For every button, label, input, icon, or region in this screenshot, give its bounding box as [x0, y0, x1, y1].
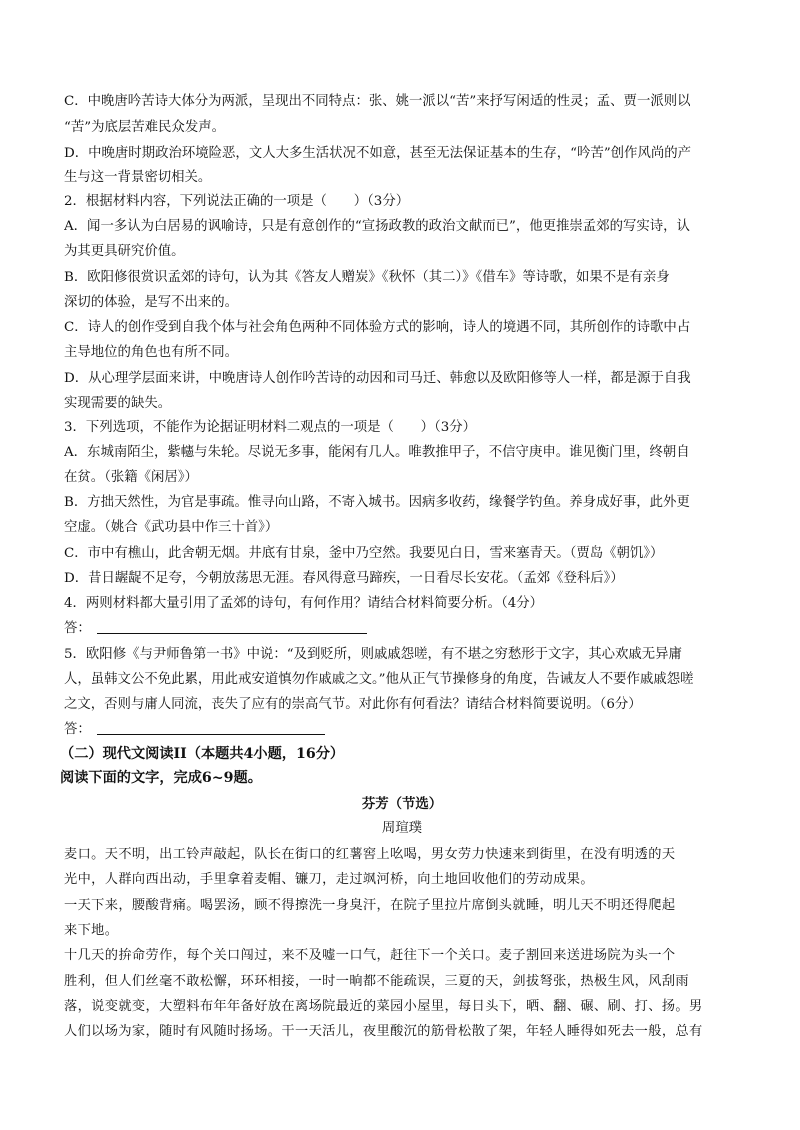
passage-para-2-line-1: 一天下来，腰酸背痛。喝罢汤，顾不得擦洗一身臭汗，在院子里拉片席倒头就睡，明儿天不明还得爬起 — [64, 898, 676, 913]
passage-para-3-line-1: 十几天的拚命劳作，每个关口闯过，来不及嘘一口气，赶往下一个关口。麦子割回来送进场院为头一个 — [64, 948, 676, 963]
q2-option-d-line-1: D．从心理学层面来讲，中晚唐诗人创作吟苦诗的动因和司马迁、韩愈以及欧阳修等人一样，都是源于自我 — [64, 371, 691, 386]
q4-answer-label: 答： — [64, 621, 91, 636]
passage-para-3-line-2: 胜利，但人们丝毫不敢松懈，环环相接，一时一晌都不能疏误，三夏的天，剑拔弩张，热极生风，风刮雨 — [64, 974, 690, 989]
q3-option-a-line-2: 在贫。（张籍《闲居》） — [64, 470, 198, 485]
passage-author: 周瑄璞 — [381, 821, 423, 836]
q3-option-b-line-2: 空虚。（姚合《武功县中作三十首》） — [64, 520, 279, 535]
q3-option-d: D．昔日龌龊不足夸，今朝放荡思无涯。春风得意马蹄疾，一日看尽长安花。（孟郊《登科后》） — [64, 571, 624, 586]
q3-option-c: C．市中有樵山，此舍朝无烟。井底有甘泉，釜中乃空然。我要见白日，雪来塞青天。（贾岛《朝饥》） — [64, 546, 664, 561]
q4-answer-row — [64, 619, 740, 639]
passage-para-1-line-1: 麦口。天不明，出工铃声敲起，队长在街口的红薯窖上吆喝，男女劳力快速来到街里，在没有明透的天 — [64, 847, 676, 862]
question-3-stem: 3．下列选项，不能作为论据证明材料二观点的一项是（ ）（3分） — [64, 420, 477, 435]
passage-para-3-line-4: 人们以场为家，随时有风随时扬场。干一天活儿，夜里酸沉的筋骨松散了架，年轻人睡得如死去一般，总有 — [64, 1024, 703, 1039]
q3-option-b-line-1: B．方拙天然性，为官是事疏。惟寻向山路，不寄入城书。因病多收药，缘餐学钓鱼。养身成好事，此外更 — [64, 495, 690, 510]
q5-answer-label: 答： — [64, 722, 91, 737]
q4-answer-blank[interactable] — [97, 619, 367, 634]
q3-option-a-line-1: A．东城南陌尘，紫幰与朱轮。尽说无多事，能闲有几人。唯教推甲子，不信守庚申。谁见衡门里，终朝自 — [64, 445, 690, 460]
question-5-line-1: 5．欧阳修《与尹师鲁第一书》中说：“及到贬所，则戚戚怨嗟，有不堪之穷愁形于文字，其心欢戚无异庸 — [64, 647, 682, 662]
q2-option-b-line-2: 深切的体验，是写不出来的。 — [64, 295, 239, 310]
q2-option-a-line-2: 为其更具研究价值。 — [64, 244, 185, 259]
passage-para-2-line-2: 来下地。 — [64, 923, 119, 938]
option-d-line-1: D．中晚唐时期政治环境险恶，文人大多生活状况不如意，甚至无法保证基本的生存，“吟苦”创作风尚的产 — [64, 146, 692, 161]
q5-answer-row — [64, 720, 740, 740]
question-5-line-2: 人，虽韩文公不免此累，用此戒安道慎勿作戚戚之文。”他从正气节操修身的角度，告诫友人不要作戚戚怨嗟 — [64, 672, 694, 687]
question-5-line-3: 之文，否则与庸人同流，丧失了应有的崇高气节。对此你有何看法？请结合材料简要说明。（6分） — [64, 697, 642, 712]
question-2-stem: 2．根据材料内容，下列说法正确的一项是（ ）（3分） — [64, 194, 410, 209]
passage-title: 芬芳（节选） — [361, 796, 443, 812]
q2-option-c-line-2: 主导地位的角色也有所不同。 — [64, 345, 239, 360]
q2-option-b-line-1: B．欧阳修很赏识孟郊的诗句，认为其《答友人赠炭》《秋怀（其二）》《借车》等诗歌，如果不是有亲身 — [64, 270, 670, 285]
q2-option-c-line-1: C．诗人的创作受到自我个体与社会角色两种不同体验方式的影响，诗人的境遇不同，其所创作的诗歌中占 — [64, 320, 691, 335]
passage-para-3-line-3: 落，说变就变，大塑料布年年备好放在离场院最近的菜园小屋里，每日头下，晒、翻、碾、刷、打、扬。男 — [64, 999, 703, 1014]
question-4-stem: 4．两则材料都大量引用了孟郊的诗句，有何作用？请结合材料简要分析。（4分） — [64, 596, 544, 611]
option-d-line-2: 生与这一背景密切相关。 — [64, 170, 212, 185]
q2-option-a-line-1: A．闻一多认为白居易的讽喻诗，只是有意创作的“宣扬政教的政治文献而已”，他更推崇孟郊的写实诗，认 — [64, 219, 690, 234]
option-c-line-1: C．中晚唐吟苦诗大体分为两派，呈现出不同特点：张、姚一派以“苦”来抒写闲适的性灵；孟、贾一派则以 — [64, 94, 691, 109]
section-heading: （二）现代文阅读II（本题共4小题，16分） — [60, 746, 345, 762]
section-instruction: 阅读下面的文字，完成6~9题。 — [60, 770, 262, 786]
option-c-line-2: “苦”为底层苦难民众发声。 — [64, 120, 225, 135]
q5-answer-blank[interactable] — [97, 720, 325, 735]
passage-para-1-line-2: 光中，人群向西出动，手里拿着麦帽、镰刀，走过飒河桥，向土地回收他们的劳动成果。 — [64, 872, 594, 887]
q2-option-d-line-2: 实现需要的缺失。 — [64, 396, 172, 411]
